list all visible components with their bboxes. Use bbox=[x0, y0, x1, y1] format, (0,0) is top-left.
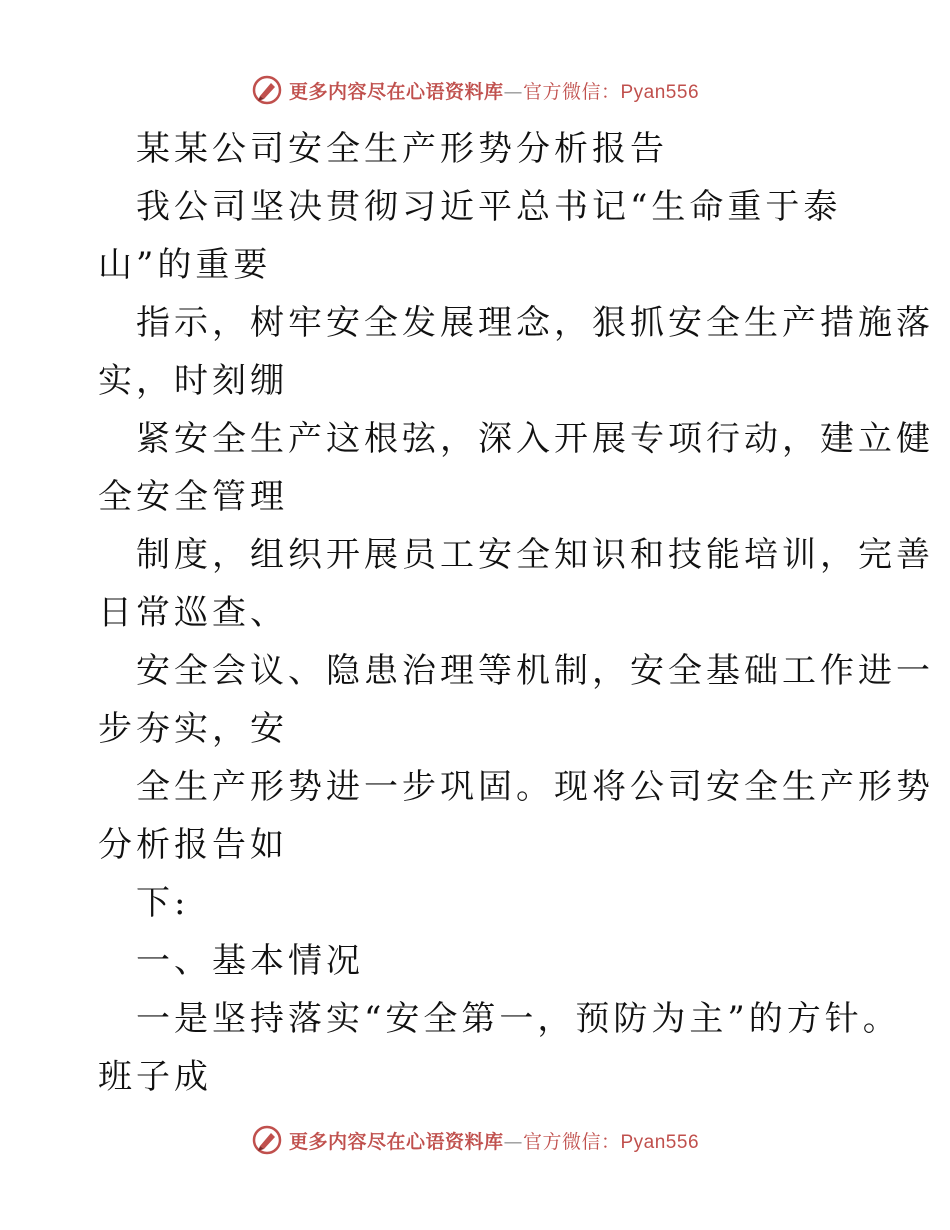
watermark-wechat-id: Pyan556 bbox=[620, 1131, 700, 1153]
text-line: 某某公司安全生产形势分析报告 bbox=[136, 129, 668, 169]
watermark-header bbox=[0, 70, 950, 110]
text-line: 紧安全生产这根弦，深入开展专项行动，建立健 bbox=[136, 419, 934, 459]
text-line: 全安全管理 bbox=[98, 477, 288, 517]
text-line: 下: bbox=[136, 883, 190, 923]
text-line: 安全会议、隐患治理等机制，安全基础工作进一 bbox=[136, 651, 934, 691]
watermark-site: 更多内容尽在心语资料库 bbox=[288, 80, 504, 103]
text-line: 指示，树牢安全发展理念，狠抓安全生产措施落 bbox=[136, 303, 934, 343]
watermark-separator: — bbox=[503, 80, 523, 103]
text-line: 步夯实，安 bbox=[98, 709, 288, 749]
document-body bbox=[98, 120, 934, 1106]
watermark-text bbox=[289, 1127, 699, 1154]
text-line: 班子成 bbox=[98, 1057, 212, 1097]
text-line: 日常巡查、 bbox=[98, 593, 288, 633]
text-line: 实，时刻绷 bbox=[98, 361, 288, 401]
pen-logo-icon bbox=[251, 74, 283, 106]
text-line: 一是坚持落实“安全第一，预防为主”的方针。 bbox=[136, 999, 901, 1039]
watermark-footer bbox=[0, 1120, 950, 1160]
text-line: 我公司坚决贯彻习近平总书记“生命重于泰 bbox=[136, 187, 842, 227]
text-line: 全生产形势进一步巩固。现将公司安全生产形势 bbox=[136, 767, 934, 807]
text-line: 山”的重要 bbox=[98, 245, 272, 285]
watermark-wechat-label: 官方微信： bbox=[522, 1130, 621, 1153]
watermark-separator: — bbox=[503, 1130, 523, 1153]
watermark-site: 更多内容尽在心语资料库 bbox=[288, 1130, 504, 1153]
text-line: 一、基本情况 bbox=[136, 941, 364, 981]
watermark-text bbox=[289, 77, 699, 104]
pen-logo-icon bbox=[251, 1124, 283, 1156]
text-line: 分析报告如 bbox=[98, 825, 288, 865]
text-line: 制度，组织开展员工安全知识和技能培训，完善 bbox=[136, 535, 934, 575]
watermark-wechat-id: Pyan556 bbox=[620, 81, 700, 103]
watermark-wechat-label: 官方微信： bbox=[522, 80, 621, 103]
